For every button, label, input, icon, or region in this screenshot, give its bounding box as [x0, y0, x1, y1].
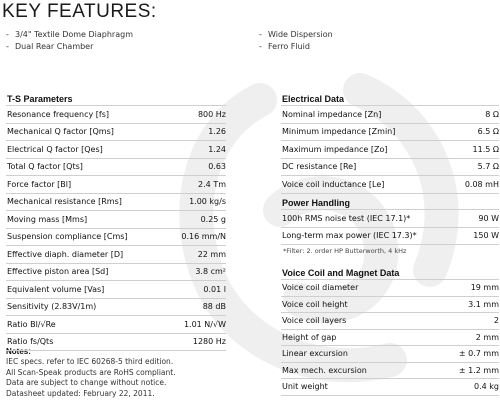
- param-value: 3.8 cm²: [156, 263, 226, 281]
- table-row: [6, 123, 226, 141]
- param-value: 2.4 Tm: [156, 176, 226, 194]
- param-label: Mechanical Q factor [Qms]: [6, 123, 156, 141]
- param-value: ± 1.2 mm: [441, 362, 499, 379]
- electrical-data-section: [281, 93, 499, 194]
- param-label: Height of gap: [281, 329, 441, 346]
- param-value: 0.16 mm/N: [156, 228, 226, 246]
- param-value: 6.5 Ω: [441, 123, 499, 141]
- param-value: 1.01 N/√W: [156, 316, 226, 334]
- power-handling-table: [281, 209, 499, 245]
- param-label: Mechanical resistance [Rms]: [6, 193, 156, 211]
- table-row: [281, 106, 499, 124]
- param-value: 0.63: [156, 158, 226, 176]
- note-line: IEC specs. refer to IEC 60268-5 third edition.: [6, 357, 174, 366]
- table-row: [6, 141, 226, 159]
- ts-parameters-section: [6, 93, 226, 351]
- table-row: [6, 246, 226, 264]
- param-label: Ratio fs/Qts: [6, 333, 156, 351]
- table-row: [6, 176, 226, 194]
- param-label: Voice coil diameter: [281, 280, 441, 297]
- notes-heading: Notes:: [6, 347, 31, 356]
- voice-coil-section: [281, 267, 499, 396]
- note-line: All Scan-Speak products are RoHS compliant.: [6, 367, 176, 377]
- param-value: 8 Ω: [441, 106, 499, 124]
- param-label: Effective diaph. diameter [D]: [6, 246, 156, 264]
- param-label: Electrical Q factor [Qes]: [6, 141, 156, 159]
- table-row: [6, 316, 226, 334]
- filter-footnote: *Filter: 2. order HP Butterworth, 4 kHz: [283, 247, 407, 255]
- table-row: [281, 280, 499, 297]
- section-heading: Power Handling: [282, 198, 351, 208]
- voice-coil-table: [281, 279, 499, 396]
- table-row: [281, 158, 499, 176]
- param-value: 1.00 kg/s: [156, 193, 226, 211]
- table-row: [281, 313, 499, 330]
- page-title: KEY FEATURES:: [2, 1, 157, 22]
- table-row: [6, 193, 226, 211]
- param-label: Voice coil height: [281, 296, 441, 313]
- param-value: 5.7 Ω: [441, 158, 499, 176]
- section-heading: T-S Parameters: [7, 94, 73, 104]
- param-value: 90 W: [441, 210, 499, 228]
- param-label: Ratio Bl/√Re: [6, 316, 156, 334]
- param-label: Sensitivity (2.83V/1m): [6, 298, 156, 316]
- table-row: [281, 346, 499, 363]
- param-label: Equivalent volume [Vas]: [6, 281, 156, 299]
- param-label: Minimum impedance [Zmin]: [281, 123, 441, 141]
- table-row: [281, 362, 499, 379]
- feature-item: - 3/4" Textile Dome Diaphragm: [6, 30, 133, 39]
- param-label: Total Q factor [Qts]: [6, 158, 156, 176]
- table-row: [6, 228, 226, 246]
- param-label: Force factor [Bl]: [6, 176, 156, 194]
- table-row: [6, 298, 226, 316]
- table-row: [281, 176, 499, 194]
- table-row: [6, 333, 226, 351]
- param-value: 2: [441, 313, 499, 330]
- param-value: 2 mm: [441, 329, 499, 346]
- param-label: Maximum impedance [Zo]: [281, 141, 441, 159]
- param-label: 100h RMS noise test (IEC 17.1)*: [281, 210, 441, 228]
- param-value: 3.1 mm: [441, 296, 499, 313]
- table-row: [6, 106, 226, 124]
- param-value: 800 Hz: [156, 106, 226, 124]
- table-row: [6, 263, 226, 281]
- table-row: [281, 141, 499, 159]
- param-label: Effective piston area [Sd]: [6, 263, 156, 281]
- param-label: DC resistance [Re]: [281, 158, 441, 176]
- features-right-list: [259, 29, 333, 52]
- param-label: Max mech. excursion: [281, 362, 441, 379]
- param-label: Unit weight: [281, 379, 441, 396]
- feature-item: - Dual Rear Chamber: [6, 41, 94, 51]
- notes-section: [6, 347, 176, 399]
- param-label: Voice coil layers: [281, 313, 441, 330]
- section-heading: Electrical Data: [282, 94, 345, 104]
- param-label: Resonance frequency [fs]: [6, 106, 156, 124]
- section-heading: Voice Coil and Magnet Data: [282, 268, 400, 278]
- param-label: Nominal impedance [Zn]: [281, 106, 441, 124]
- table-row: [281, 123, 499, 141]
- note-line: Data are subject to change without notice.: [6, 378, 167, 387]
- table-row: [6, 211, 226, 229]
- feature-item: - Ferro Fluid: [259, 41, 310, 51]
- param-value: 0.08 mH: [441, 176, 499, 194]
- table-row: [6, 158, 226, 176]
- param-value: 88 dB: [156, 298, 226, 316]
- param-label: Suspension compliance [Cms]: [6, 228, 156, 246]
- param-value: 0.01 l: [156, 281, 226, 299]
- param-label: Moving mass [Mms]: [6, 211, 156, 229]
- table-row: [6, 281, 226, 299]
- note-line: Datasheet updated: February 22, 2011.: [6, 388, 155, 398]
- table-row: [281, 329, 499, 346]
- table-row: [281, 379, 499, 396]
- param-value: 0.4 kg: [441, 379, 499, 396]
- ts-parameters-table: [6, 105, 226, 351]
- param-label: Linear excursion: [281, 346, 441, 363]
- table-row: [281, 210, 499, 228]
- param-value: 1280 Hz: [156, 333, 226, 351]
- param-value: 11.5 Ω: [441, 141, 499, 159]
- features-left-list: [6, 29, 133, 52]
- param-label: Voice coil inductance [Le]: [281, 176, 441, 194]
- param-value: 1.24: [156, 141, 226, 159]
- table-row: [281, 296, 499, 313]
- power-handling-section: [281, 197, 499, 258]
- param-value: 1.26: [156, 123, 226, 141]
- table-row: [281, 227, 499, 245]
- param-value: 0.25 g: [156, 211, 226, 229]
- electrical-data-table: [281, 105, 499, 194]
- feature-item: - Wide Dispersion: [259, 30, 333, 39]
- param-label: Long-term max power (IEC 17.3)*: [281, 227, 441, 245]
- param-value: 19 mm: [441, 280, 499, 297]
- param-value: 150 W: [441, 227, 499, 245]
- param-value: 22 mm: [156, 246, 226, 264]
- param-value: ± 0.7 mm: [441, 346, 499, 363]
